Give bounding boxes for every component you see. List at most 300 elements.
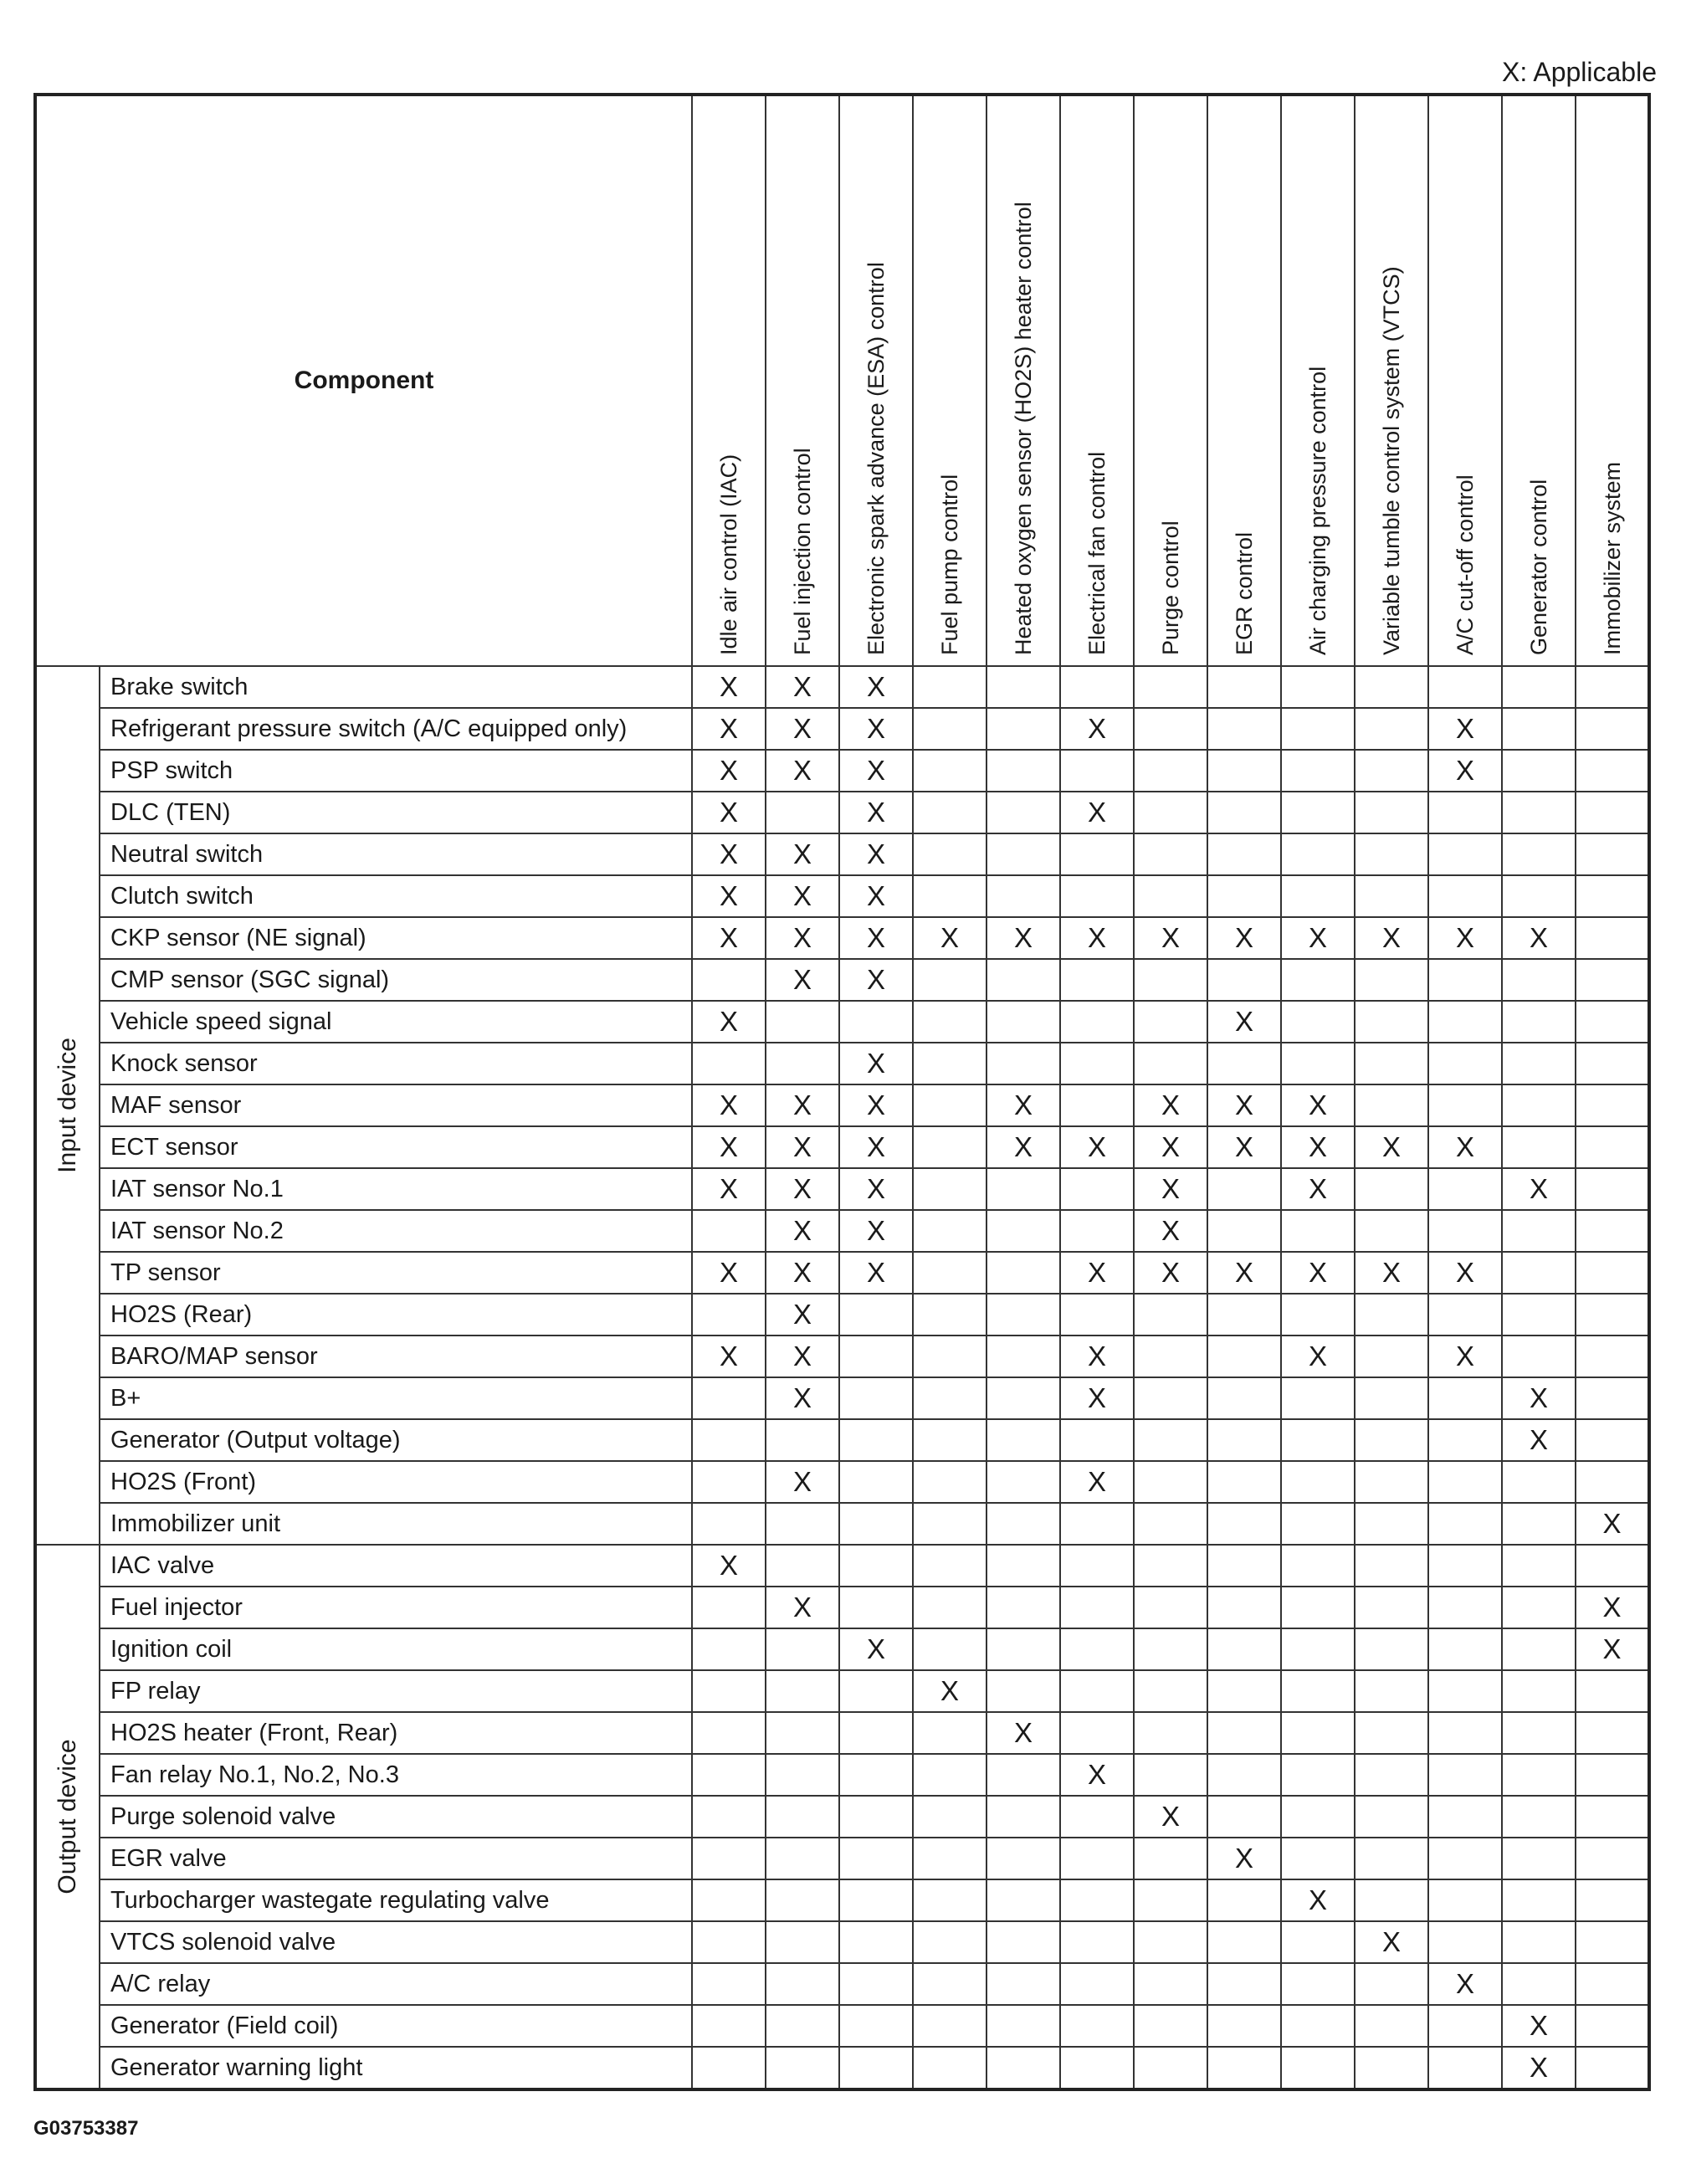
component-name: IAT sensor No.1: [100, 1168, 692, 1210]
applicability-cell: [986, 1294, 1060, 1336]
applicability-cell: [1281, 1921, 1355, 1963]
applicability-cell: [766, 1503, 839, 1545]
applicability-cell: [1060, 1628, 1134, 1670]
table-row: [35, 1001, 1649, 1043]
applicability-cell: [1060, 1712, 1134, 1754]
applicability-cell: [766, 1545, 839, 1587]
applicability-cell: [1207, 1963, 1281, 2005]
applicability-cell: [1355, 1043, 1428, 1084]
applicability-cell: [1281, 708, 1355, 750]
applicability-cell: X: [766, 1461, 839, 1503]
applicability-cell: [766, 792, 839, 833]
applicability-cell: [1428, 1168, 1502, 1210]
applicability-cell: [1207, 1712, 1281, 1754]
applicability-cell: [766, 1879, 839, 1921]
applicability-cell: [986, 1210, 1060, 1252]
applicability-cell: [1502, 666, 1576, 708]
applicability-cell: [839, 2047, 913, 2089]
applicability-cell: [1428, 1419, 1502, 1461]
applicability-cell: [1060, 1921, 1134, 1963]
component-name: BARO/MAP sensor: [100, 1336, 692, 1377]
applicability-cell: [692, 1210, 766, 1252]
applicability-cell: [692, 1838, 766, 1879]
applicability-cell: X: [1576, 1628, 1649, 1670]
table-row: [35, 1252, 1649, 1294]
applicability-cell: [1576, 666, 1649, 708]
applicability-cell: [1060, 1879, 1134, 1921]
applicability-cell: [1355, 1461, 1428, 1503]
table-row: [35, 1461, 1649, 1503]
applicability-cell: [1134, 1503, 1207, 1545]
applicability-cell: X: [839, 1168, 913, 1210]
applicability-cell: [1502, 1838, 1576, 1879]
applicability-cell: [1576, 1545, 1649, 1587]
applicability-cell: [1281, 1503, 1355, 1545]
table-row: [35, 1503, 1649, 1545]
applicability-cell: X: [1134, 1252, 1207, 1294]
applicability-cell: X: [766, 708, 839, 750]
applicability-cell: X: [1060, 1377, 1134, 1419]
applicability-cell: [839, 1336, 913, 1377]
component-name: IAC valve: [100, 1545, 692, 1587]
table-row: [35, 1126, 1649, 1168]
applicability-cell: [1428, 1921, 1502, 1963]
applicability-cell: [1134, 1587, 1207, 1628]
applicability-cell: X: [1281, 1084, 1355, 1126]
applicability-cell: X: [766, 1252, 839, 1294]
applicability-cell: [1576, 1712, 1649, 1754]
applicability-cell: X: [766, 959, 839, 1001]
applicability-cell: [1355, 666, 1428, 708]
applicability-cell: [1576, 1921, 1649, 1963]
applicability-cell: [1060, 1168, 1134, 1210]
applicability-cell: [1502, 1670, 1576, 1712]
applicability-cell: [913, 1336, 986, 1377]
applicability-cell: [839, 1838, 913, 1879]
component-name: Clutch switch: [100, 875, 692, 917]
applicability-cell: [1134, 666, 1207, 708]
applicability-cell: [1134, 1461, 1207, 1503]
applicability-cell: [1355, 875, 1428, 917]
applicability-cell: [1355, 1419, 1428, 1461]
applicability-cell: [766, 2005, 839, 2047]
applicability-cell: [913, 1545, 986, 1587]
column-header-label: Electrical fan control: [1084, 451, 1109, 655]
applicability-cell: [1355, 833, 1428, 875]
column-header-label: EGR control: [1232, 531, 1257, 655]
applicability-cell: [1134, 708, 1207, 750]
applicability-cell: [1060, 1043, 1134, 1084]
applicability-cell: [1134, 875, 1207, 917]
applicability-cell: [1576, 2005, 1649, 2047]
applicability-cell: [692, 1628, 766, 1670]
component-name: B+: [100, 1377, 692, 1419]
column-header: [1281, 95, 1355, 666]
applicability-cell: X: [1428, 750, 1502, 792]
applicability-cell: [913, 1419, 986, 1461]
applicability-cell: [1355, 2047, 1428, 2089]
applicability-cell: [1281, 1377, 1355, 1419]
applicability-cell: [839, 1754, 913, 1796]
applicability-cell: [692, 1587, 766, 1628]
applicability-cell: [1207, 875, 1281, 917]
applicability-cell: [1134, 1043, 1207, 1084]
applicability-cell: [1060, 1503, 1134, 1545]
applicability-cell: [692, 959, 766, 1001]
applicability-cell: [1281, 1043, 1355, 1084]
applicability-cell: [1502, 1796, 1576, 1838]
applicability-cell: X: [766, 1126, 839, 1168]
column-header-label: Purge control: [1158, 520, 1183, 655]
applicability-cell: [1502, 1503, 1576, 1545]
applicability-cell: [1207, 1043, 1281, 1084]
column-header: [1060, 95, 1134, 666]
applicability-cell: [1281, 1963, 1355, 2005]
applicability-cell: [766, 1043, 839, 1084]
applicability-cell: [1576, 1294, 1649, 1336]
applicability-cell: [1355, 1879, 1428, 1921]
table-row: [35, 792, 1649, 833]
applicability-cell: [1060, 1084, 1134, 1126]
applicability-cell: [839, 1921, 913, 1963]
applicability-cell: X: [839, 1043, 913, 1084]
table-row: [35, 1921, 1649, 1963]
applicability-cell: [766, 1670, 839, 1712]
applicability-cell: X: [1428, 1336, 1502, 1377]
component-control-matrix: [33, 93, 1651, 2091]
applicability-cell: [1134, 1712, 1207, 1754]
applicability-cell: [1134, 792, 1207, 833]
applicability-cell: [1060, 1587, 1134, 1628]
applicability-cell: [1060, 875, 1134, 917]
applicability-cell: X: [692, 1001, 766, 1043]
applicability-cell: X: [1281, 1168, 1355, 1210]
applicability-cell: X: [1502, 1377, 1576, 1419]
applicability-cell: [1576, 1126, 1649, 1168]
legend-applicable: X: Applicable: [1501, 57, 1657, 87]
component-name: Fan relay No.1, No.2, No.3: [100, 1754, 692, 1796]
applicability-cell: [1281, 1294, 1355, 1336]
applicability-cell: [913, 1879, 986, 1921]
applicability-cell: [1281, 1838, 1355, 1879]
applicability-cell: [1355, 1796, 1428, 1838]
applicability-cell: X: [1134, 917, 1207, 959]
applicability-cell: [692, 1796, 766, 1838]
applicability-cell: X: [1502, 2005, 1576, 2047]
table-row: [35, 1838, 1649, 1879]
applicability-cell: [1355, 1503, 1428, 1545]
applicability-cell: X: [692, 1084, 766, 1126]
applicability-cell: X: [986, 1126, 1060, 1168]
applicability-cell: [1428, 1879, 1502, 1921]
applicability-cell: X: [1281, 1252, 1355, 1294]
applicability-cell: [1576, 917, 1649, 959]
applicability-cell: X: [1281, 1336, 1355, 1377]
applicability-cell: [1281, 1712, 1355, 1754]
group-label-cell: [35, 666, 100, 1545]
table-row: [35, 1587, 1649, 1628]
applicability-cell: [986, 1168, 1060, 1210]
applicability-cell: [986, 792, 1060, 833]
applicability-cell: [1134, 1419, 1207, 1461]
applicability-cell: [1060, 1963, 1134, 2005]
applicability-cell: [1134, 2047, 1207, 2089]
column-header: [986, 95, 1060, 666]
applicability-cell: [913, 2005, 986, 2047]
component-name: MAF sensor: [100, 1084, 692, 1126]
applicability-cell: X: [1134, 1210, 1207, 1252]
applicability-cell: [986, 2047, 1060, 2089]
applicability-cell: [1502, 708, 1576, 750]
component-name: Purge solenoid valve: [100, 1796, 692, 1838]
applicability-cell: X: [839, 959, 913, 1001]
table-row: [35, 1419, 1649, 1461]
applicability-cell: [1576, 1879, 1649, 1921]
applicability-cell: [766, 1001, 839, 1043]
applicability-cell: X: [986, 1712, 1060, 1754]
applicability-cell: [766, 1419, 839, 1461]
applicability-cell: [1428, 1001, 1502, 1043]
applicability-cell: [913, 1084, 986, 1126]
column-header: [1355, 95, 1428, 666]
applicability-cell: [1281, 875, 1355, 917]
applicability-cell: [913, 1754, 986, 1796]
applicability-cell: X: [1428, 1963, 1502, 2005]
applicability-cell: [839, 1001, 913, 1043]
applicability-cell: [692, 1963, 766, 2005]
applicability-cell: [1428, 792, 1502, 833]
applicability-cell: [1502, 1628, 1576, 1670]
applicability-cell: [1207, 1796, 1281, 1838]
table-row: [35, 1168, 1649, 1210]
applicability-cell: [986, 875, 1060, 917]
applicability-cell: [913, 1043, 986, 1084]
applicability-cell: X: [1060, 917, 1134, 959]
applicability-cell: X: [1134, 1126, 1207, 1168]
component-name: Immobilizer unit: [100, 1503, 692, 1545]
applicability-cell: [1134, 833, 1207, 875]
applicability-cell: [1502, 1461, 1576, 1503]
applicability-cell: X: [839, 1628, 913, 1670]
applicability-cell: [913, 833, 986, 875]
applicability-cell: [1502, 1963, 1576, 2005]
applicability-cell: [913, 1377, 986, 1419]
applicability-cell: [1281, 1545, 1355, 1587]
applicability-cell: X: [766, 833, 839, 875]
applicability-cell: [692, 1921, 766, 1963]
applicability-cell: X: [1134, 1084, 1207, 1126]
applicability-cell: [839, 1545, 913, 1587]
applicability-cell: [913, 1963, 986, 2005]
applicability-cell: [1355, 1754, 1428, 1796]
applicability-cell: [1355, 1545, 1428, 1587]
applicability-cell: X: [692, 833, 766, 875]
applicability-cell: [1134, 1921, 1207, 1963]
applicability-cell: [986, 1252, 1060, 1294]
applicability-cell: [1576, 1168, 1649, 1210]
applicability-cell: [1134, 959, 1207, 1001]
applicability-cell: [1428, 1043, 1502, 1084]
applicability-cell: X: [1060, 708, 1134, 750]
applicability-cell: [1134, 1963, 1207, 2005]
table-row: [35, 1336, 1649, 1377]
component-name: HO2S (Front): [100, 1461, 692, 1503]
applicability-cell: X: [766, 1084, 839, 1126]
table-row: [35, 1796, 1649, 1838]
applicability-cell: [1576, 1796, 1649, 1838]
applicability-cell: [1428, 1084, 1502, 1126]
applicability-cell: [1281, 1670, 1355, 1712]
applicability-cell: [839, 1461, 913, 1503]
applicability-cell: [1576, 1754, 1649, 1796]
applicability-cell: [1355, 1670, 1428, 1712]
table-row: [35, 1670, 1649, 1712]
applicability-cell: [1134, 750, 1207, 792]
applicability-cell: [1576, 1419, 1649, 1461]
component-name: PSP switch: [100, 750, 692, 792]
applicability-cell: [766, 1963, 839, 2005]
applicability-cell: [1207, 708, 1281, 750]
column-header: [839, 95, 913, 666]
applicability-cell: [986, 1377, 1060, 1419]
applicability-cell: [1355, 959, 1428, 1001]
component-name: Knock sensor: [100, 1043, 692, 1084]
applicability-cell: [1428, 1294, 1502, 1336]
applicability-cell: X: [1576, 1503, 1649, 1545]
applicability-cell: [913, 1461, 986, 1503]
applicability-cell: [1207, 1545, 1281, 1587]
applicability-cell: [1576, 1377, 1649, 1419]
applicability-cell: [1576, 1001, 1649, 1043]
applicability-cell: [1502, 1336, 1576, 1377]
header-row: [35, 95, 1649, 666]
applicability-cell: [1428, 2047, 1502, 2089]
applicability-cell: [913, 1796, 986, 1838]
component-name: FP relay: [100, 1670, 692, 1712]
column-header-label: Immobilizer system: [1599, 461, 1625, 655]
applicability-cell: [913, 1001, 986, 1043]
applicability-cell: X: [1355, 1252, 1428, 1294]
component-name: CKP sensor (NE signal): [100, 917, 692, 959]
applicability-cell: [1576, 2047, 1649, 2089]
applicability-cell: [839, 1712, 913, 1754]
applicability-cell: [1060, 1545, 1134, 1587]
table-row: [35, 1963, 1649, 2005]
applicability-cell: X: [1502, 2047, 1576, 2089]
applicability-cell: [1355, 1628, 1428, 1670]
figure-code: G03753387: [33, 2117, 139, 2140]
applicability-cell: [1207, 750, 1281, 792]
applicability-cell: [913, 666, 986, 708]
column-header-label: A/C cut-off control: [1453, 474, 1478, 655]
applicability-cell: [839, 1419, 913, 1461]
applicability-cell: [1060, 666, 1134, 708]
applicability-cell: [1207, 1210, 1281, 1252]
applicability-cell: X: [1134, 1796, 1207, 1838]
applicability-cell: X: [1428, 1252, 1502, 1294]
applicability-cell: X: [766, 917, 839, 959]
applicability-cell: X: [839, 750, 913, 792]
applicability-cell: [913, 1294, 986, 1336]
applicability-cell: [1134, 2005, 1207, 2047]
table-row: [35, 1084, 1649, 1126]
applicability-cell: [1281, 1796, 1355, 1838]
applicability-cell: [986, 1754, 1060, 1796]
column-header: [766, 95, 839, 666]
applicability-cell: [1060, 1796, 1134, 1838]
applicability-cell: [1428, 1838, 1502, 1879]
applicability-cell: [1502, 1001, 1576, 1043]
applicability-cell: [1207, 1419, 1281, 1461]
column-header-label: Generator control: [1526, 479, 1551, 655]
applicability-cell: [1355, 1963, 1428, 2005]
applicability-cell: [913, 1587, 986, 1628]
applicability-cell: [1134, 1001, 1207, 1043]
applicability-cell: [1355, 1001, 1428, 1043]
applicability-cell: X: [1060, 1252, 1134, 1294]
column-header-label: Idle air control (IAC): [716, 454, 741, 655]
applicability-cell: [986, 959, 1060, 1001]
applicability-cell: X: [839, 1126, 913, 1168]
applicability-cell: [1502, 1210, 1576, 1252]
applicability-cell: X: [692, 1545, 766, 1587]
applicability-cell: [839, 1503, 913, 1545]
table-row: [35, 1210, 1649, 1252]
applicability-cell: [1576, 875, 1649, 917]
column-header-label: Variable tumble control system (VTCS): [1379, 266, 1404, 655]
applicability-cell: [913, 1838, 986, 1879]
applicability-cell: [1207, 1377, 1281, 1419]
applicability-cell: [1502, 1294, 1576, 1336]
applicability-cell: [1207, 1670, 1281, 1712]
group-label-cell: [35, 1545, 100, 2089]
applicability-cell: [1502, 833, 1576, 875]
applicability-cell: X: [1355, 917, 1428, 959]
applicability-cell: [1355, 1294, 1428, 1336]
applicability-cell: [839, 1294, 913, 1336]
column-header-label: Fuel pump control: [937, 474, 962, 655]
applicability-cell: X: [839, 666, 913, 708]
table-row: [35, 875, 1649, 917]
applicability-cell: [986, 666, 1060, 708]
applicability-cell: [986, 708, 1060, 750]
component-name: ECT sensor: [100, 1126, 692, 1168]
applicability-cell: [1428, 1210, 1502, 1252]
applicability-cell: [1207, 1628, 1281, 1670]
applicability-cell: [692, 1754, 766, 1796]
applicability-cell: [1355, 1168, 1428, 1210]
applicability-cell: [1207, 1168, 1281, 1210]
applicability-cell: [692, 1503, 766, 1545]
applicability-cell: X: [913, 1670, 986, 1712]
applicability-cell: [1502, 1587, 1576, 1628]
applicability-cell: [986, 1963, 1060, 2005]
applicability-cell: [1060, 1419, 1134, 1461]
table-row: [35, 708, 1649, 750]
applicability-cell: [1207, 2047, 1281, 2089]
applicability-cell: [1502, 750, 1576, 792]
applicability-cell: X: [1355, 1126, 1428, 1168]
applicability-cell: [692, 1670, 766, 1712]
applicability-cell: [1576, 1252, 1649, 1294]
applicability-cell: [1355, 2005, 1428, 2047]
applicability-cell: [1207, 1754, 1281, 1796]
applicability-cell: [839, 1587, 913, 1628]
applicability-cell: X: [1207, 1126, 1281, 1168]
column-header: [1428, 95, 1502, 666]
table-row: [35, 917, 1649, 959]
table-row: [35, 2005, 1649, 2047]
